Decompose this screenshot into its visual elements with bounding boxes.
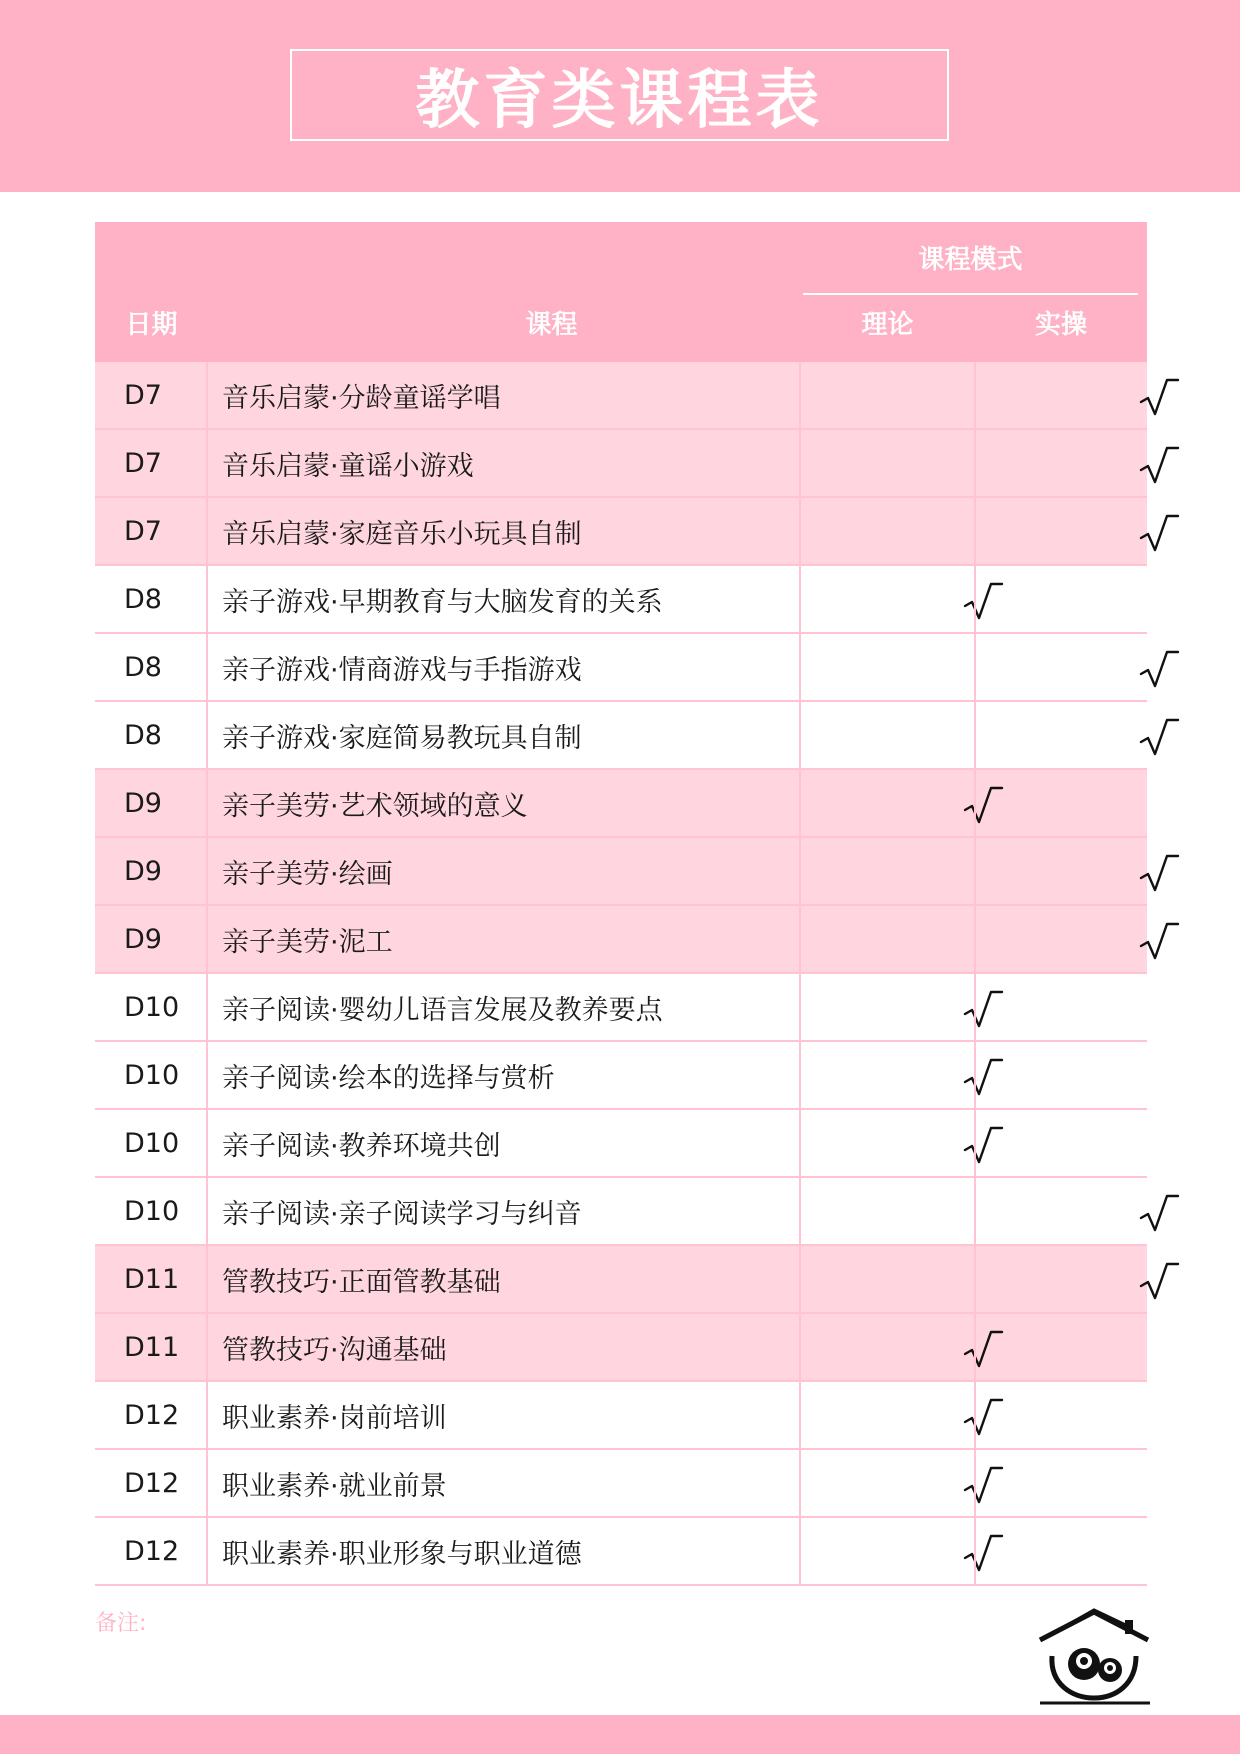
row-practice-cell (1070, 1246, 1240, 1312)
check-mark-icon (962, 780, 1004, 826)
table-row (95, 974, 1147, 1042)
row-date: D10 (124, 991, 180, 1023)
row-date: D12 (124, 1535, 180, 1567)
row-date: D9 (124, 923, 162, 955)
row-theory-cell (895, 1450, 1070, 1516)
row-practice-cell (1070, 906, 1240, 972)
row-practice-cell (1070, 1518, 1240, 1584)
row-theory-cell (895, 430, 1070, 496)
check-mark-icon (962, 1460, 1004, 1506)
row-course: 亲子阅读·绘本的选择与赏析 (222, 1062, 555, 1094)
table-row (95, 566, 1147, 634)
check-mark-icon (1138, 372, 1180, 418)
column-divider-date (206, 362, 208, 1585)
table-row (95, 1178, 1147, 1246)
table-row (95, 1450, 1147, 1518)
table-row (95, 838, 1147, 906)
check-mark-icon (962, 1392, 1004, 1438)
page-title: 教育类课程表 (290, 49, 949, 141)
row-theory-cell (895, 974, 1070, 1040)
row-practice-cell (1070, 430, 1240, 496)
check-mark-icon (962, 984, 1004, 1030)
check-mark-icon (1138, 644, 1180, 690)
row-theory-cell (895, 634, 1070, 700)
row-course: 音乐启蒙·分龄童谣学唱 (222, 382, 501, 414)
row-date: D12 (124, 1467, 180, 1499)
row-practice-cell (1070, 838, 1240, 904)
row-theory-cell (895, 1110, 1070, 1176)
row-course: 亲子阅读·婴幼儿语言发展及教养要点 (222, 994, 663, 1026)
check-mark-icon (962, 576, 1004, 622)
check-mark-icon (1138, 1256, 1180, 1302)
row-practice-cell (1070, 1314, 1240, 1380)
row-practice-cell (1070, 1110, 1240, 1176)
row-course: 管教技巧·沟通基础 (222, 1334, 447, 1366)
header-date: 日期 (125, 310, 178, 340)
row-theory-cell (895, 1314, 1070, 1380)
row-practice-cell (1070, 974, 1240, 1040)
table-row (95, 1382, 1147, 1450)
row-date: D10 (124, 1059, 180, 1091)
row-course: 管教技巧·正面管教基础 (222, 1266, 501, 1298)
check-mark-icon (1138, 508, 1180, 554)
row-practice-cell (1070, 566, 1240, 632)
table-row (95, 1314, 1147, 1382)
table-row (95, 702, 1147, 770)
row-theory-cell (895, 702, 1070, 768)
check-mark-icon (1138, 440, 1180, 486)
table-row (95, 362, 1147, 430)
row-theory-cell (895, 1518, 1070, 1584)
row-date: D7 (124, 447, 162, 479)
row-date: D7 (124, 515, 162, 547)
row-practice-cell (1070, 498, 1240, 564)
column-divider-course (799, 362, 801, 1585)
row-course: 亲子游戏·情商游戏与手指游戏 (222, 654, 582, 686)
table-row (95, 498, 1147, 566)
row-practice-cell (1070, 362, 1240, 428)
table-row (95, 634, 1147, 702)
row-date: D10 (124, 1127, 180, 1159)
row-course: 音乐启蒙·家庭音乐小玩具自制 (222, 518, 582, 550)
row-date: D10 (124, 1195, 180, 1227)
row-practice-cell (1070, 1178, 1240, 1244)
row-theory-cell (895, 770, 1070, 836)
check-mark-icon (1138, 1188, 1180, 1234)
row-date: D8 (124, 583, 162, 615)
table-row (95, 1246, 1147, 1314)
table-row (95, 1110, 1147, 1178)
row-course: 职业素养·岗前培训 (222, 1402, 447, 1434)
row-course: 亲子阅读·教养环境共创 (222, 1130, 501, 1162)
check-mark-icon (962, 1052, 1004, 1098)
column-divider-theory (974, 362, 976, 1585)
row-practice-cell (1070, 1382, 1240, 1448)
table-row (95, 430, 1147, 498)
header-mode-divider (803, 293, 1138, 295)
row-theory-cell (895, 1178, 1070, 1244)
row-practice-cell (1070, 770, 1240, 836)
row-course: 职业素养·职业形象与职业道德 (222, 1538, 582, 1570)
row-date: D8 (124, 651, 162, 683)
footer-band (0, 1715, 1240, 1754)
check-mark-icon (962, 1120, 1004, 1166)
table-row (95, 1042, 1147, 1110)
table-row (95, 1518, 1147, 1586)
row-date: D12 (124, 1399, 180, 1431)
row-course: 音乐启蒙·童谣小游戏 (222, 450, 474, 482)
row-date: D11 (124, 1263, 180, 1295)
check-mark-icon (962, 1528, 1004, 1574)
row-theory-cell (895, 1042, 1070, 1108)
check-mark-icon (1138, 712, 1180, 758)
row-course: 亲子游戏·家庭简易教玩具自制 (222, 722, 582, 754)
row-date: D9 (124, 787, 162, 819)
row-date: D9 (124, 855, 162, 887)
header-course: 课程 (525, 310, 578, 340)
table-row (95, 770, 1147, 838)
header-theory: 理论 (861, 310, 914, 340)
table-row (95, 906, 1147, 974)
check-mark-icon (1138, 848, 1180, 894)
row-course: 亲子阅读·亲子阅读学习与纠音 (222, 1198, 582, 1230)
row-theory-cell (895, 838, 1070, 904)
check-mark-icon (1138, 916, 1180, 962)
row-date: D7 (124, 379, 162, 411)
row-practice-cell (1070, 1042, 1240, 1108)
row-theory-cell (895, 566, 1070, 632)
row-theory-cell (895, 362, 1070, 428)
row-theory-cell (895, 498, 1070, 564)
row-course: 职业素养·就业前景 (222, 1470, 447, 1502)
house-family-logo-icon (1032, 1606, 1157, 1706)
row-course: 亲子美劳·泥工 (222, 926, 393, 958)
check-mark-icon (962, 1324, 1004, 1370)
row-theory-cell (895, 1246, 1070, 1312)
header-mode: 课程模式 (918, 245, 1023, 275)
note-label: 备注: (95, 1611, 147, 1636)
row-course: 亲子美劳·艺术领域的意义 (222, 790, 528, 822)
row-practice-cell (1070, 634, 1240, 700)
row-practice-cell (1070, 702, 1240, 768)
row-theory-cell (895, 1382, 1070, 1448)
row-course: 亲子游戏·早期教育与大脑发育的关系 (222, 586, 663, 618)
row-practice-cell (1070, 1450, 1240, 1516)
row-course: 亲子美劳·绘画 (222, 858, 393, 890)
row-date: D8 (124, 719, 162, 751)
row-theory-cell (895, 906, 1070, 972)
header-practice: 实操 (1034, 310, 1087, 340)
row-date: D11 (124, 1331, 180, 1363)
